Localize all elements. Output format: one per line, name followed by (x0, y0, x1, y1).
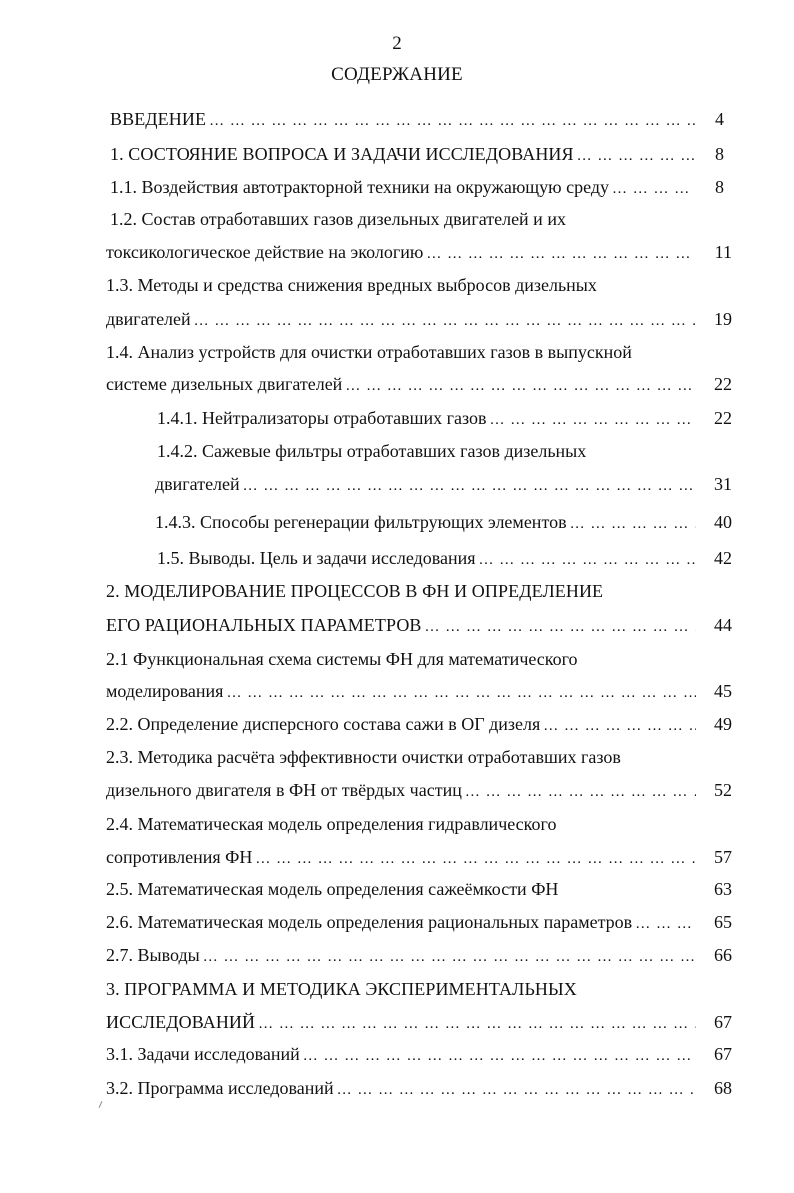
toc-entry-section-2-1-line1: 2.1 Функциональная схема системы ФН для математического (106, 649, 578, 669)
toc-entry-text: 1. СОСТОЯНИЕ ВОПРОСА И ЗАДАЧИ ИССЛЕДОВАНИЯ (110, 144, 574, 164)
toc-entry-text: системе дизельных двигателей (106, 374, 343, 394)
toc-entry-section-1-2-line1: 1.2. Состав отработавших газов дизельных двигателей и их (110, 209, 566, 229)
toc-entry-chapter-2[interactable] (106, 614, 700, 638)
toc-entry-section-1-3-line1: 1.3. Методы и средства снижения вредных выбросов дизельных (106, 275, 597, 295)
toc-page-number: 42 (714, 548, 732, 568)
toc-entry-text: ВВЕДЕНИЕ (110, 109, 207, 129)
toc-entry-section-3-1[interactable] (106, 1043, 700, 1067)
toc-entry-section-2-3-line1: 2.3. Методика расчёта эффективности очистки отработавших газов (106, 747, 621, 767)
toc-entry-text: ЕГО РАЦИОНАЛЬНЫХ ПАРАМЕТРОВ (106, 615, 422, 635)
page-title: СОДЕРЖАНИЕ (331, 64, 463, 85)
toc-entry-section-1-5[interactable] (157, 547, 700, 571)
toc-page-number: 22 (714, 374, 732, 394)
toc-entry-chapter-3[interactable] (106, 1011, 700, 1035)
leader-dots (303, 1045, 696, 1067)
leader-dots (425, 616, 696, 638)
toc-page-number: 4 (715, 109, 724, 129)
toc-page-number: 11 (714, 242, 732, 262)
toc-page-number: 8 (715, 177, 724, 197)
toc-entry-text: 2.2. Определение дисперсного состава сажи в ОГ дизеля (106, 714, 541, 734)
toc-entry-text: токсикологическое действие на экологию (106, 242, 424, 262)
toc-entry-text: 3.1. Задачи исследований (106, 1044, 300, 1064)
toc-page-number: 57 (714, 847, 732, 867)
leader-dots (258, 1013, 696, 1035)
toc-entry-text: моделирования (106, 681, 224, 701)
leader-dots (194, 310, 696, 332)
toc-entry-text: 1.4.1. Нейтрализаторы отработавших газов (157, 408, 487, 428)
toc-page-number: 68 (714, 1078, 732, 1098)
toc-page-number: 52 (714, 780, 732, 800)
toc-entry-section-2-4[interactable] (106, 846, 700, 870)
toc-page-number: 8 (715, 144, 724, 164)
toc-entry-section-1-4-2[interactable] (155, 473, 700, 497)
toc-page-number: 45 (714, 681, 732, 701)
leader-dots (490, 409, 696, 431)
toc-entry-section-1-3[interactable] (106, 308, 700, 332)
toc-entry-text: 1.4.3. Способы регенерации фильтрующих элементов (155, 512, 567, 532)
toc-entry-section-2-4-line1: 2.4. Математическая модель определения гидравлического (106, 814, 557, 834)
toc-entry-text: двигателей (106, 309, 191, 329)
toc-entry-section-1-4-3[interactable] (155, 511, 700, 535)
toc-page-number: 63 (714, 879, 732, 899)
toc-page-number: 66 (714, 945, 732, 965)
toc-entry-section-3-2[interactable] (106, 1077, 700, 1101)
toc-entry-text: 2.7. Выводы (106, 945, 200, 965)
toc-entry-text: сопротивления ФН (106, 847, 253, 867)
toc-entry-text: 1.5. Выводы. Цель и задачи исследования (157, 548, 476, 568)
toc-entry-text: 1.1. Воздействия автотракторной техники на окружающую среду (110, 177, 609, 197)
leader-dots (209, 110, 696, 132)
toc-entry-section-1-4-1[interactable] (157, 407, 700, 431)
leader-dots (479, 549, 696, 571)
toc-page-number: 44 (714, 615, 732, 635)
toc-entry-section-2-7[interactable] (106, 944, 700, 968)
toc-entry-section-1-2[interactable] (106, 241, 700, 265)
toc-page-number: 65 (714, 912, 732, 932)
toc-entry-section-2-1[interactable] (106, 680, 700, 704)
toc-page-number: 22 (714, 408, 732, 428)
toc-page-number: 19 (714, 309, 732, 329)
leader-dots (255, 848, 696, 870)
leader-dots (203, 946, 696, 968)
toc-entry-section-1-1[interactable] (110, 176, 700, 200)
toc-entry-section-1-4-2-line1: 1.4.2. Сажевые фильтры отработавших газов дизельных (157, 441, 587, 461)
leader-dots (543, 715, 696, 737)
toc-entry-text: дизельного двигателя в ФН от твёрдых частиц (106, 780, 462, 800)
toc-entry-text: ИССЛЕДОВАНИЙ (106, 1012, 256, 1032)
toc-page-number: 49 (714, 714, 732, 734)
toc-page-number: 31 (714, 474, 732, 494)
toc-entry-section-2-3[interactable] (106, 779, 700, 803)
toc-page-number: 67 (714, 1044, 732, 1064)
toc-entry-chapter-2-line1: 2. МОДЕЛИРОВАНИЕ ПРОЦЕССОВ В ФН И ОПРЕДЕЛЕНИЕ (106, 581, 604, 601)
toc-entry-text: 3.2. Программа исследований (106, 1078, 334, 1098)
leader-dots (243, 475, 696, 497)
leader-dots (337, 1079, 696, 1101)
leader-dots (345, 375, 696, 397)
toc-entry-chapter-3-line1: 3. ПРОГРАММА И МЕТОДИКА ЭКСПЕРИМЕНТАЛЬНЫХ (106, 979, 577, 999)
toc-entry-section-1-4-line1: 1.4. Анализ устройств для очистки отработавших газов в выпускной (106, 342, 632, 362)
toc-page-number: 40 (714, 512, 732, 532)
leader-dots (426, 243, 696, 265)
toc-entry-section-1-4[interactable] (106, 373, 700, 397)
toc-entry-introduction[interactable] (110, 108, 700, 132)
toc-entry-text: 2.6. Математическая модель определения рациональных параметров (106, 912, 633, 932)
leader-dots (570, 513, 696, 535)
leader-dots (226, 682, 696, 704)
toc-entry-section-2-6[interactable] (106, 911, 700, 935)
scan-artifact (99, 1101, 103, 1108)
toc-entry-section-2-2[interactable] (106, 713, 700, 737)
toc-page-number: 67 (714, 1012, 732, 1032)
page-number: 2 (392, 33, 402, 54)
leader-dots (465, 781, 696, 803)
toc-entry-text: двигателей (155, 474, 240, 494)
toc-entry-section-2-5[interactable]: 2.5. Математическая модель определения сажеёмкости ФН (106, 879, 559, 899)
toc-entry-chapter-1[interactable] (110, 143, 700, 167)
